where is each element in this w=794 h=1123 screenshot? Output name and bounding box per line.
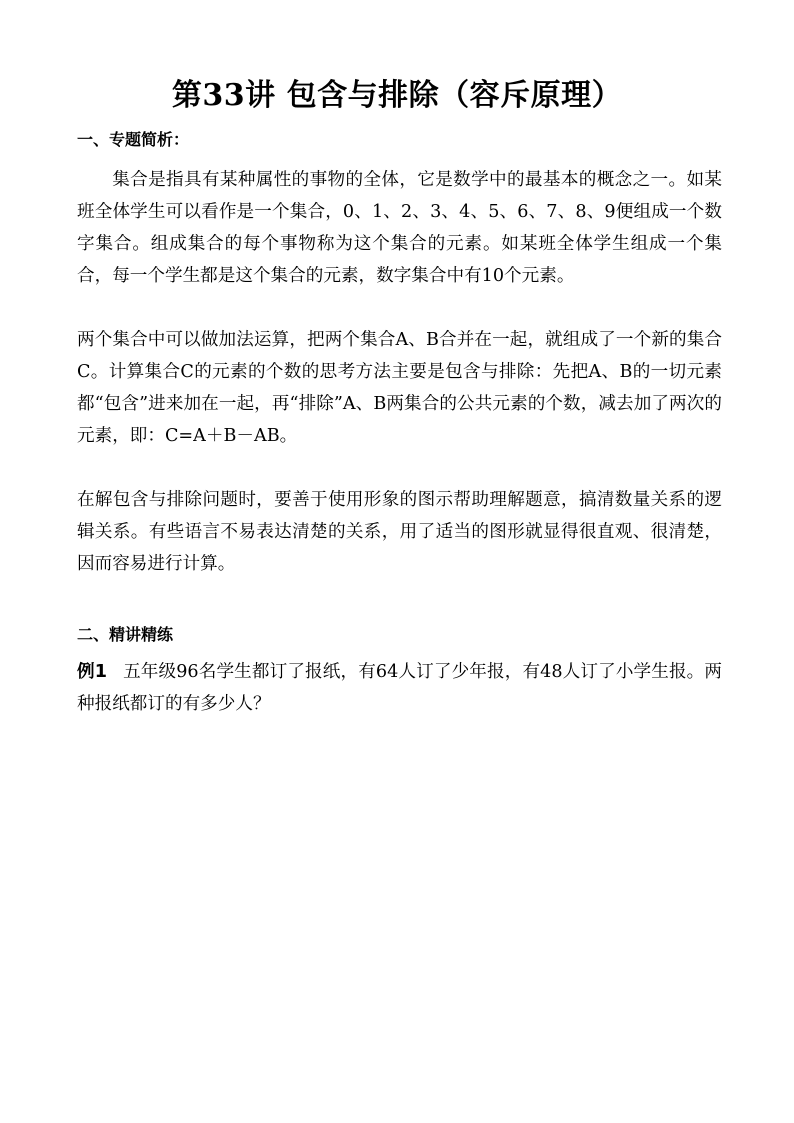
paragraph-set-definition: 集合是指具有某种属性的事物的全体，它是数学中的最基本的概念之一。如某班全体学生可以看作是一个集合，0、1、2、3、4、5、6、7、8、9便组成一个数字集合。组成集合的每个事物称为这个集合的元素。如某班全体学生组成一个集合，每一个学生都是这个集合的元素，数字集合中有10个元素。	[77, 170, 722, 286]
example-1-text: 五年级96名学生都订了报纸，有64人订了少年报，有48人订了小学生报。两种报纸都订的有多少人？	[77, 662, 722, 714]
page-title: 第33讲 包含与排除（容斥原理）	[171, 78, 623, 113]
example-1	[77, 656, 722, 720]
example-1-label: 例1	[77, 662, 107, 682]
section-heading-analysis: 一、专题简析：	[77, 130, 190, 149]
paragraph-set-addition: 两个集合中可以做加法运算，把两个集合A、B合并在一起，就组成了一个新的集合C。计算集合C的元素的个数的思考方法主要是包含与排除：先把A、B的一切元素都“包含”进来加在一起，再“排除”A、B两集合的公共元素的个数，减去加了两次的元素，即：C=A＋B－AB。	[77, 330, 722, 446]
section-heading-practice: 二、精讲精练	[77, 625, 174, 644]
paragraph-diagram-advice: 在解包含与排除问题时，要善于使用形象的图示帮助理解题意，搞清数量关系的逻辑关系。有些语言不易表达清楚的关系，用了适当的图形就显得很直观、很清楚，因而容易进行计算。	[77, 490, 722, 574]
